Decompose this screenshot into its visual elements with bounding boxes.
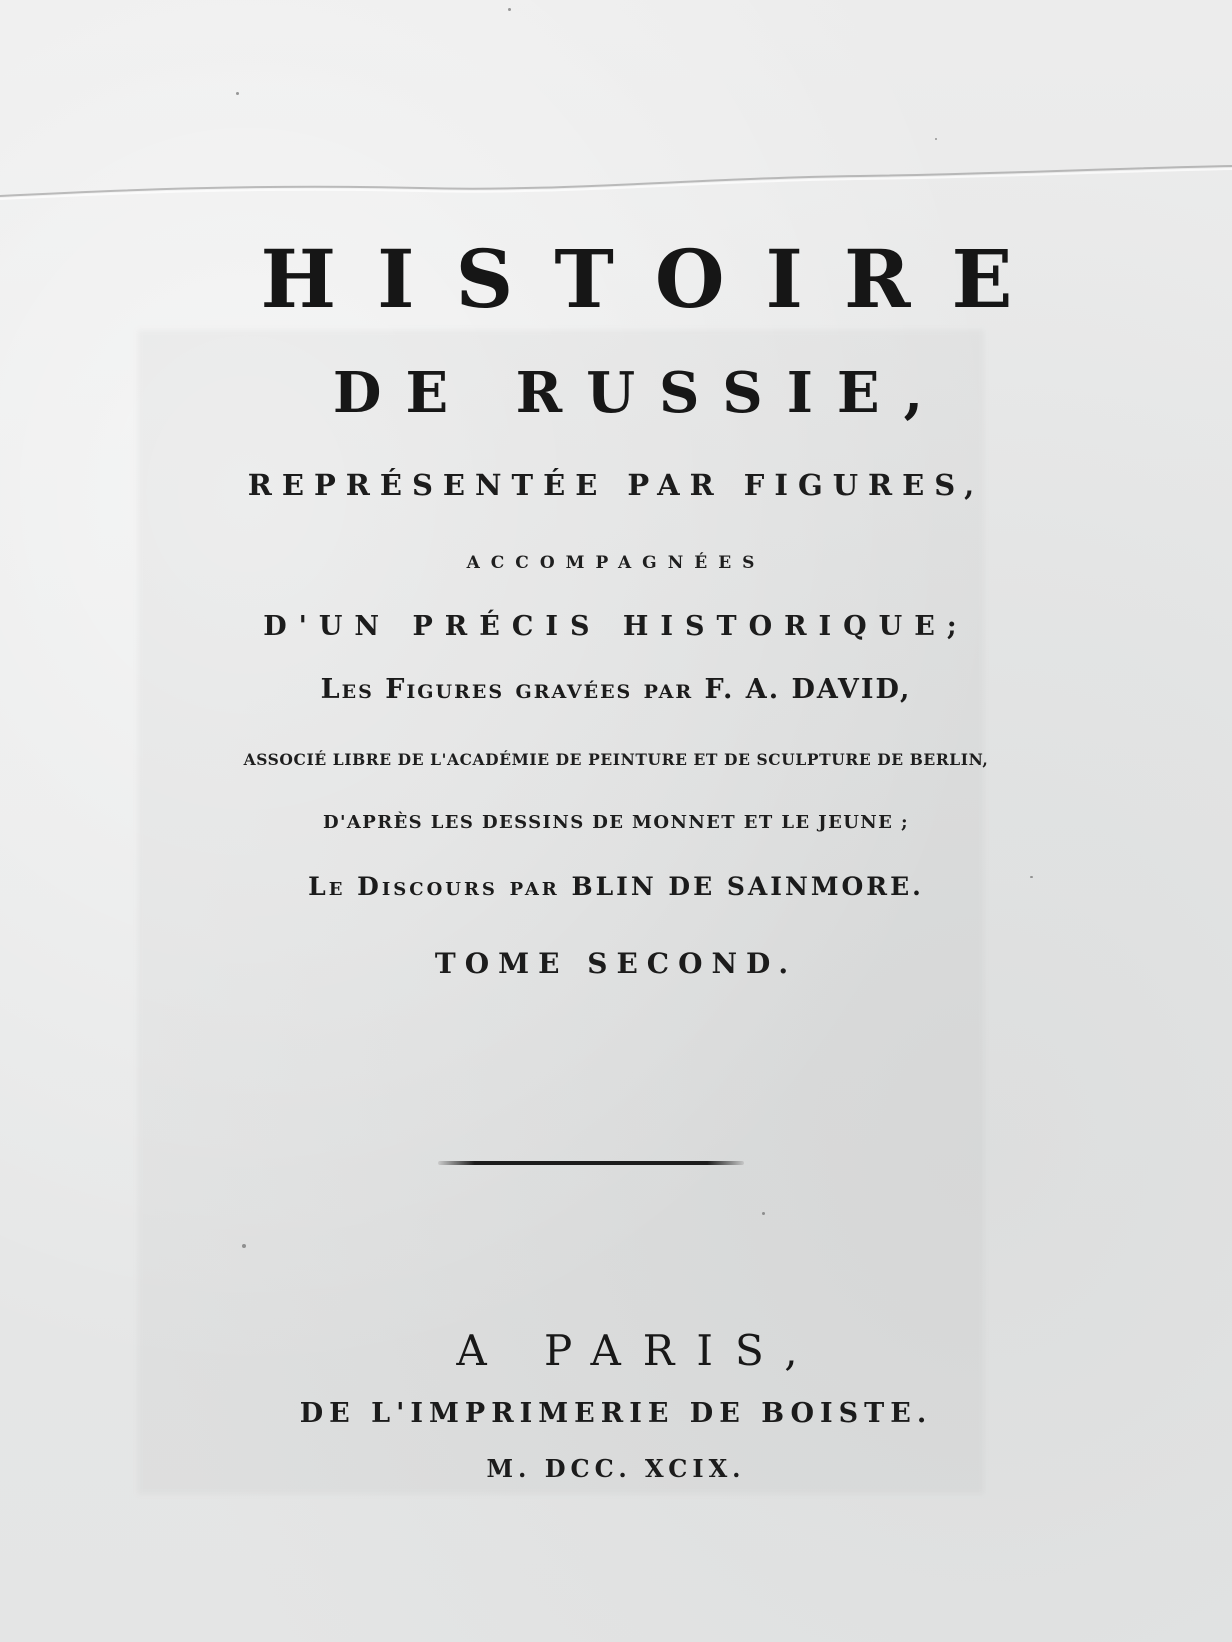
paper-speck [242,1244,246,1248]
main-title-de-russie: DE RUSSIE, [332,360,948,426]
volume-label: TOME SECOND. [434,947,798,980]
subtitle-representee: REPRÉSENTÉE PAR FIGURES, [247,468,985,502]
imprint-printer: DE L'IMPRIMERIE DE BOISTE. [299,1398,933,1429]
paper-speck [935,138,937,140]
horizontal-rule [438,1161,744,1165]
paper-speck [1030,876,1033,878]
designers-credit: D'APRÈS LES DESSINS DE MONNET ET LE JEUNE ; [322,812,909,833]
paper-speck [762,1212,765,1215]
imprint-place: A PARIS, [456,1326,820,1375]
main-title-histoire: HISTOIRE [260,232,1054,326]
engraver-credit: Les Figures gravées par F. A. DAVID, [320,674,912,705]
paper-speck [236,92,239,95]
subtitle-accompagnees: ACCOMPAGNÉES [466,553,766,573]
paper-fold-crease [0,0,1232,220]
academy-credit: ASSOCIÉ LIBRE DE L'ACADÉMIE DE PEINTURE ET DE SCULPTURE DE BERLIN, [243,750,989,769]
paper-speck [508,8,511,11]
discourse-credit: Le Discours par BLIN DE SAINMORE. [308,872,924,901]
subtitle-precis-historique: D'UN PRÉCIS HISTORIQUE; [263,611,969,642]
show-through-engraving [138,330,984,1494]
imprint-year: M. DCC. XCIX. [486,1454,746,1483]
